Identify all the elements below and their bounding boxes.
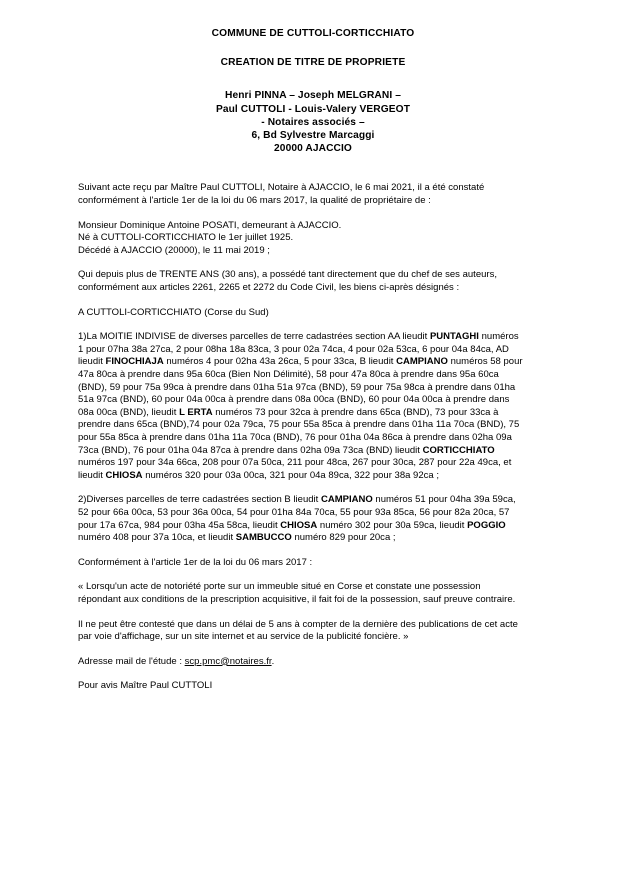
identity-line-2: Né à CUTTOLI-CORTICCHIATO le 1er juillet 1925.: [78, 232, 294, 244]
location-paragraph: A CUTTOLI-CORTICCHIATO (Corse du Sud): [78, 306, 269, 318]
item2-segment-2: numéros 51 pour 04ha 39a 59ca, 52 pour 66a 00ca, 53 pour 36a 00ca, 54 pour 01ha 84a 70ca, 55 pour 93a 85ca, 56 pour 82a 20ca, 57 pour 17a 67ca, 984 pour 03ha 45a 58ca, lieudit: [78, 494, 516, 531]
lieudit-corticchiato: CORTICCHIATO: [422, 444, 495, 456]
law-intro-paragraph: Conformément à l'article 1er de la loi du 06 mars 2017 :: [78, 556, 313, 568]
notaires-line-2: Paul CUTTOLI - Louis-Valery VERGEOT: [215, 103, 411, 115]
lieudit-puntaghi: PUNTAGHI: [429, 331, 479, 343]
item2-segment-5: numéro 829 pour 20ca ;: [291, 532, 396, 544]
parcel-item-1: [78, 331, 526, 482]
commune-title: COMMUNE DE CUTTOLI-CORTICCHIATO: [211, 28, 415, 39]
signature-paragraph: Pour avis Maître Paul CUTTOLI: [78, 680, 213, 692]
notaires-line-1: Henri PINNA – Joseph MELGRANI –: [225, 90, 401, 102]
item1-segment-7: numéros 320 pour 03a 00ca, 321 pour 04a 89ca, 322 pour 38a 92ca ;: [142, 469, 439, 481]
notaires-address-line: 6, Bd Sylvestre Marcaggi: [251, 130, 375, 142]
document-body: [0, 155, 626, 692]
act-title: CREATION DE TITRE DE PROPRIETE: [220, 57, 406, 69]
lieudit-l-erta: L ERTA: [179, 406, 213, 418]
lieudit-poggio: POGGIO: [467, 519, 506, 531]
item1-segment-3: numéros 4 pour 02ha 43a 26ca, 5 pour 33ca, B lieudit: [163, 356, 397, 368]
lieudit-campiano-1: CAMPIANO: [396, 356, 448, 368]
mail-paragraph: [78, 656, 526, 669]
item1-segment-4: numéros 58 pour 47a 80ca à prendre dans 95a 60ca (Bien Non Délimité), 58 pour 47a 80ca à prendre dans 95a 60ca (BND), 59 pour 75a 99ca à prendre dans 01ha 51a 97ca (BND), 59 pour 75a 98ca à prendre dans 01ha 51a 97ca (BND), 60 pour 04a 00ca à prendre dans 08a 00ca (BND), 60 pour 04a 00ca à prendre dans 08a 00ca (BND), lieudit: [78, 356, 523, 418]
quote-paragraph-1: « Lorsqu'un acte de notoriété porte sur un immeuble situé en Corse et constate une possession répondant aux conditions de la prescription acquisitive, il fait foi de la possession, sauf preuve contraire.: [78, 581, 516, 605]
quote-paragraph-2: Il ne peut être contesté que dans un délai de 5 ans à compter de la dernière des publications de cet acte par voie d'affichage, sur un site internet et au service de la publicité foncière. »: [78, 618, 518, 643]
notaires-city-line: 20000 AJACCIO: [274, 143, 352, 155]
item1-segment-5: numéros 73 pour 32ca à prendre dans 65ca (BND), 73 pour 33ca à prendre dans 65ca (BND),74 pour 02a 79ca, 75 pour 55a 85ca à prendre dans 01ha 11a 70ca (BND), 75 pour 55a 85ca à prendre dans 01ha 11a 70ca (BND), 76 pour 01ha 04a 86ca à prendre dans 02ha 09a 73ca (BND), 76 pour 01ha 04a 87ca à prendre dans 02ha 09a 73ca (BND) lieudit: [78, 406, 520, 456]
lieudit-campiano-2: CAMPIANO: [320, 494, 373, 506]
notaires-block: [0, 89, 626, 155]
item2-segment-4: numéro 408 pour 37a 10ca, et lieudit: [78, 532, 236, 544]
item2-segment-3: numéro 302 pour 30a 59ca, lieudit: [317, 519, 468, 531]
lieudit-finochiaja: FINOCHIAJA: [105, 356, 164, 368]
possession-paragraph: Qui depuis plus de TRENTE ANS (30 ans), a possédé tant directement que du chef de ses auteurs, conformément aux articles 2261, 2265 et 2272 du Code Civil, les biens ci-après désignés :: [78, 269, 497, 294]
lieudit-sambucco: SAMBUCCO: [235, 532, 292, 544]
item1-segment-6: numéros 197 pour 34a 66ca, 208 pour 07a 50ca, 211 pour 48ca, 267 pour 30ca, 287 pour 22a 49ca, et lieudit: [78, 457, 512, 481]
parcel-item-2: [78, 494, 526, 544]
intro-paragraph: Suivant acte reçu par Maître Paul CUTTOLI, Notaire à AJACCIO, le 6 mai 2021, il a été constaté conformément à l'article 1er de la loi du 06 mars 2017, la qualité de propriétaire de :: [78, 182, 485, 207]
mail-label: Adresse mail de l'étude :: [78, 655, 185, 667]
email-link[interactable]: scp.pmc@notaires.fr: [184, 655, 272, 667]
document-header: [0, 0, 626, 155]
lieudit-chiosa-1: CHIOSA: [105, 469, 143, 481]
notaires-line-3: - Notaires associés –: [261, 116, 365, 128]
item1-segment-2: numéros 1 pour 07ha 38a 27ca, 2 pour 08ha 18a 83ca, 3 pour 02a 74ca, 4 pour 02a 53ca, 6 pour 04a 84ca, AD lieudit: [78, 331, 519, 368]
identity-line-3: Décédé à AJACCIO (20000), le 11 mai 2019 ;: [78, 244, 270, 256]
mail-suffix: .: [271, 655, 275, 667]
item2-segment-1: 2)Diverses parcelles de terre cadastrées section B lieudit: [78, 494, 321, 506]
lieudit-chiosa-2: CHIOSA: [280, 519, 318, 531]
item1-segment-1: 1)La MOITIE INDIVISE de diverses parcelles de terre cadastrées section AA lieudit: [78, 331, 430, 343]
identity-line-1: Monsieur Dominique Antoine POSATI, demeurant à AJACCIO.: [78, 219, 342, 231]
